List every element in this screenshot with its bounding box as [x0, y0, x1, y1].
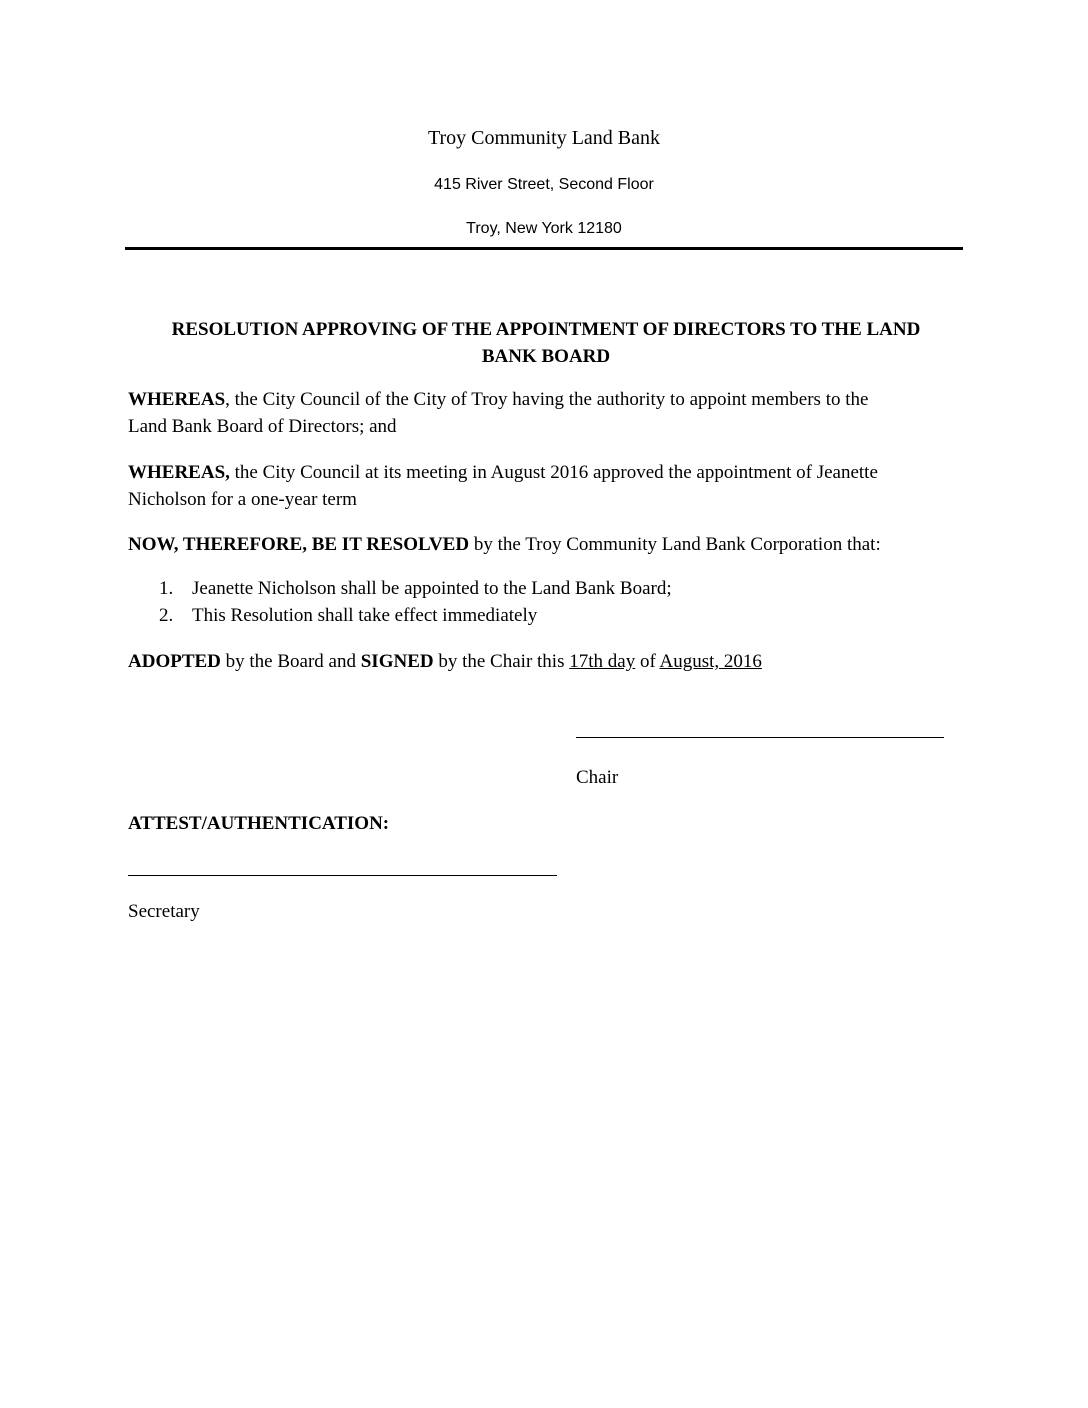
adopted-text: of — [635, 651, 660, 672]
resolution-title-line-1: RESOLUTION APPROVING OF THE APPOINTMENT OF DIRECTORS TO THE LAND — [171, 319, 921, 340]
adopted-day: 17th day — [569, 651, 636, 672]
whereas-clause-1-text: , the City Council of the City of Troy having the authority to appoint members to the — [225, 389, 869, 410]
secretary-signature-line — [128, 875, 557, 876]
adopted-text: by the Chair this — [433, 651, 570, 672]
list-item-number: 1. — [159, 578, 174, 599]
organization-name: Troy Community Land Bank — [427, 127, 661, 149]
organization-city-address: Troy, New York 12180 — [466, 220, 622, 237]
chair-signature-line — [576, 737, 944, 738]
whereas-keyword: WHEREAS, — [128, 462, 230, 483]
organization-street-address: 415 River Street, Second Floor — [434, 176, 654, 193]
whereas-clause-2-line-1 — [128, 459, 878, 486]
resolved-text: by the Troy Community Land Bank Corporation that: — [469, 534, 881, 555]
adopted-statement — [128, 648, 762, 675]
adopted-keyword: ADOPTED — [128, 651, 221, 672]
resolved-keyword: NOW, THEREFORE, BE IT RESOLVED — [128, 534, 470, 555]
list-item-text: This Resolution shall take effect immediately — [192, 605, 538, 626]
adopted-date: August, 2016 — [659, 651, 762, 672]
adopted-text: by the Board and — [220, 651, 361, 672]
letterhead-divider — [125, 247, 963, 250]
resolution-title-line-2: BANK BOARD — [481, 346, 611, 367]
attest-heading: ATTEST/AUTHENTICATION: — [128, 813, 390, 834]
whereas-keyword: WHEREAS — [128, 389, 226, 410]
list-item-text: Jeanette Nicholson shall be appointed to the Land Bank Board; — [192, 578, 672, 599]
signed-keyword: SIGNED — [360, 651, 434, 672]
secretary-label: Secretary — [128, 901, 200, 922]
whereas-clause-2-text: the City Council at its meeting in August 2016 approved the appointment of Jeanette — [229, 462, 878, 483]
resolved-clause — [128, 531, 881, 558]
whereas-clause-2-line-2: Nicholson for a one-year term — [128, 489, 357, 510]
list-item-number: 2. — [159, 605, 174, 626]
chair-label: Chair — [576, 767, 619, 788]
whereas-clause-1-line-1 — [128, 386, 868, 413]
whereas-clause-1-line-2: Land Bank Board of Directors; and — [128, 416, 397, 437]
